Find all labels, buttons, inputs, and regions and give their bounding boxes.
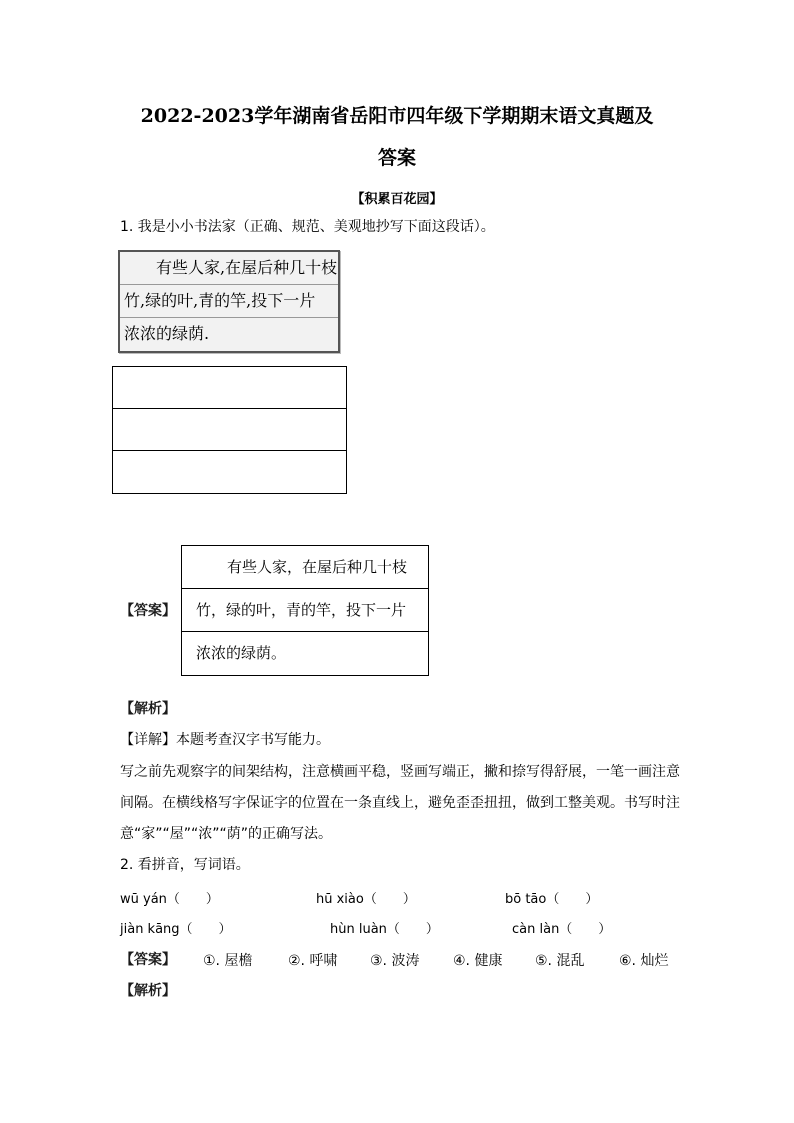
- explain-line-2: 间隔。在横线格写字保证字的位置在一条直线上，避免歪歪扭扭，做到工整美观。书写时注: [120, 795, 680, 811]
- answer-grid: [181, 545, 429, 676]
- calligraphy-sample-image: [118, 250, 340, 353]
- q1-prompt: 1. 我是小小书法家（正确、规范、美观地抄写下面这段话）。: [120, 219, 495, 235]
- q2-prompt: 2. 看拼音，写词语。: [120, 857, 250, 873]
- writing-line: [113, 409, 346, 451]
- q2-answer-label: 【答案】: [120, 952, 176, 968]
- pinyin-item: càn làn（ ）: [512, 922, 612, 937]
- answer-row-2: 竹，绿的叶，青的竿，投下一片: [182, 589, 428, 632]
- sample-row-2: 竹,绿的叶,青的竿,投下一片: [120, 285, 338, 318]
- pinyin-item: wū yán（ ）: [120, 892, 219, 907]
- section-heading: 【积累百花园】: [351, 192, 443, 207]
- pinyin-item: bō tāo（ ）: [505, 892, 599, 907]
- answer-item: ④. 健康: [453, 953, 503, 969]
- writing-line: [113, 451, 346, 493]
- detail-line: 【详解】本题考查汉字书写能力。: [120, 732, 330, 748]
- answer-item: ⑤. 混乱: [535, 953, 585, 969]
- sample-row-1: 有些人家,在屋后种几十枝: [120, 252, 338, 285]
- doc-title-line2: 答案: [377, 147, 416, 169]
- doc-title-line1: 2022-2023学年湖南省岳阳市四年级下学期期末语文真题及: [140, 105, 654, 127]
- q2-analysis-label: 【解析】: [120, 983, 176, 999]
- sample-row-3: 浓浓的绿荫.: [124, 324, 210, 343]
- pinyin-item: hū xiào（ ）: [316, 892, 416, 907]
- pinyin-item: jiàn kāng（ ）: [120, 922, 232, 937]
- analysis-label: 【解析】: [120, 701, 176, 717]
- answer-item: ①. 屋檐: [203, 953, 253, 969]
- answer-item: ②. 呼啸: [288, 953, 338, 969]
- answer-label: 【答案】: [120, 603, 176, 619]
- writing-line: [113, 367, 346, 409]
- answer-row-1: 有些人家，在屋后种几十枝: [182, 546, 428, 589]
- answer-item: ③. 波涛: [370, 953, 420, 969]
- answer-item: ⑥. 灿烂: [619, 953, 669, 969]
- explain-line-3: 意“家”“屋”“浓”“荫”的正确写法。: [120, 826, 333, 842]
- answer-row-3: 浓浓的绿荫。: [196, 644, 287, 662]
- explain-line-1: 写之前先观察字的间架结构，注意横画平稳，竖画写端正，撇和捺写得舒展，一笔一画注意: [120, 764, 680, 780]
- pinyin-item: hùn luàn（ ）: [330, 922, 439, 937]
- writing-grid: [112, 366, 347, 494]
